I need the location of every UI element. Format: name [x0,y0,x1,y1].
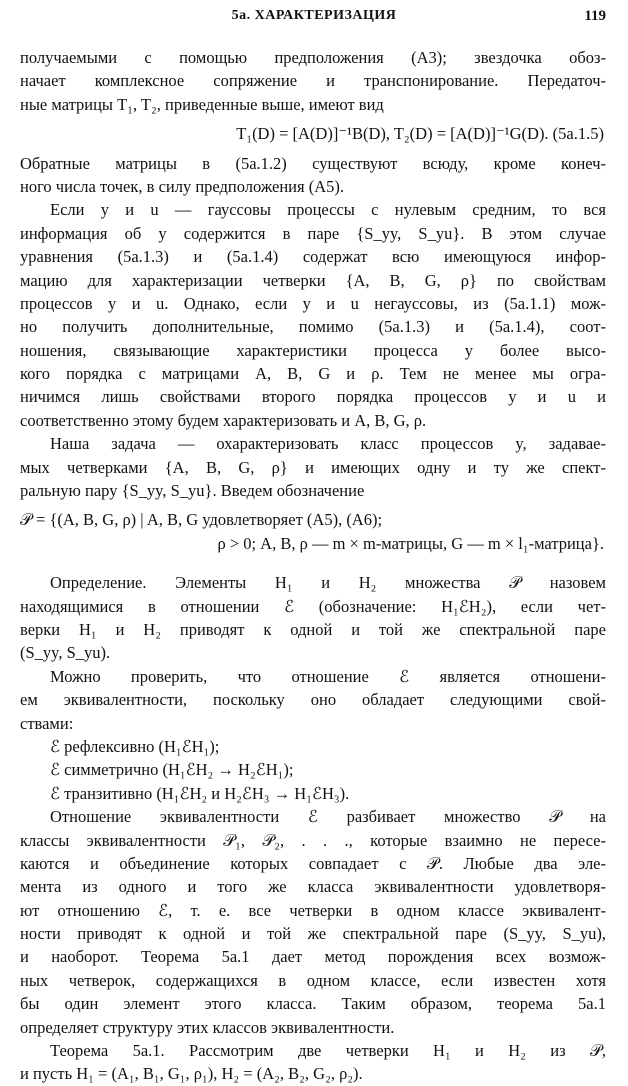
text-line: ного числа точек, в силу предположения (А5). [20,176,345,196]
text-line: каются и объединение которых совпадает с 𝒫. Любые два эле- [20,853,606,873]
text-line: получаемыми с помощью предположения (А3); звездочка обоз- [20,48,606,67]
text-line: уравнения (5а.1.3) и (5а.1.4) содержат всю имеющуюся инфор- [20,247,606,267]
text-line: ношения, связывающие характеристики процесса y более высо- [20,340,606,360]
page-number: 119 [584,8,606,24]
set-definition-line-1: 𝒫 = {(A, B, G, ρ) | A, B, G удовлетворяет (А5), (А6); [20,510,383,530]
page-header [0,6,628,28]
text-line: верки H₁ и H₂ приводят к одной и той же спектральной паре [20,619,606,639]
text-line: ности приводят к одной и той же спектральной паре (S_yy, S_yu), [20,924,606,944]
text-line: и наоборот. Теорема 5а.1 дает метод порождения всех возмож- [20,947,606,967]
text-line: ничимся лишь свойствами второго порядка процессов y и u и [20,387,606,407]
text-line: Обратные матрицы в (5а.1.2) существуют всюду, кроме конеч- [20,153,606,173]
property-symmetric: ℰ симметрично (H₁ℰH₂ → H₂ℰH₁); [50,760,294,780]
text-line: мента из одного и того же класса эквивалентности удовлетворя- [20,877,606,897]
text-line: и пусть H₁ = (A₁, B₁, G₁, ρ₁), H₂ = (A₂, B₂, G₂, ρ₂). [20,1064,363,1084]
text-line: ют отношению ℰ, т. е. все четверки в одном классе эквивалент- [20,900,606,920]
equation-5a-1-5: T₁(D) = [A(D)]⁻¹B(D), T₂(D) = [A(D)]⁻¹G(D). (5а.1.5) [236,124,604,144]
text-line: мых четверками {A, B, G, ρ} и имеющих одну и ту же спект- [20,457,606,477]
spacer [0,561,628,571]
text-line: ных четверок, содержащихся в одном классе, если известен хотя [20,970,606,990]
text-line: мацию для характеризации четверки {A, B, G, ρ} по свойствам [20,270,606,290]
paragraph-start: Наша задача — охарактеризовать класс процессов y, задавае- [50,434,606,454]
text-line: информация об y содержится в паре {S_yy, S_yu}. В этом случае [20,223,606,243]
text-line: определяет структуру этих классов эквивалентности. [20,1017,395,1037]
text-line: соответственно этому будем характеризовать и A, B, G, ρ. [20,410,427,430]
body-text [0,46,628,1086]
set-definition-line-2: ρ > 0; A, B, ρ — m × m-матрицы, G — m × l₁-матрица}. [217,533,604,553]
text-line: (S_yy, S_yu). [20,643,111,663]
property-reflexive: ℰ рефлексивно (H₁ℰH₁); [50,736,220,756]
paragraph-start: Отношение эквивалентности ℰ разбивает множество 𝒫 на [50,807,606,827]
text-line: бы один элемент этого класса. Таким образом, теорема 5а.1 [20,994,606,1014]
paragraph-start: Если y и u — гауссовы процессы с нулевым средним, то вся [50,200,606,220]
text-line: классы эквивалентности 𝒫₁, 𝒫₂, . . ., которые взаимно не пересе- [20,830,606,850]
text-line: ные матрицы T₁, T₂, приведенные выше, имеют вид [20,94,384,114]
theorem-start: Теорема 5а.1. Рассмотрим две четверки H₁ и H₂ из 𝒫, [50,1041,606,1061]
text-line: кого порядка с матрицами A, B, G и ρ. Тем не менее мы огра- [20,364,606,384]
text-line: ем эквивалентности, поскольку оно обладает следующими свой- [20,690,606,710]
text-line: но получить дополнительные, помимо (5а.1.3) и (5а.1.4), соот- [20,317,606,337]
text-line: ральную пару {S_yy, S_yu}. Введем обозначение [20,481,365,501]
running-head: 5а. ХАРАКТЕРИЗАЦИЯ [231,8,397,23]
text-line: процессов y и u. Однако, если y и u негауссовы, из (5а.1.1) мож- [20,293,606,313]
property-transitive: ℰ транзитивно (H₁ℰH₂ и H₂ℰH₃ → H₁ℰH₃). [50,783,350,803]
definition-start: Определение. Элементы H₁ и H₂ множества 𝒫 назовем [50,573,606,593]
text-line: начает комплексное сопряжение и транспонирование. Передаточ- [20,71,606,91]
text-line: ствами: [20,713,74,733]
paragraph-start: Можно проверить, что отношение ℰ является отношени- [50,666,606,686]
text-line: находящимися в отношении ℰ (обозначение: H₁ℰH₂), если чет- [20,596,606,616]
